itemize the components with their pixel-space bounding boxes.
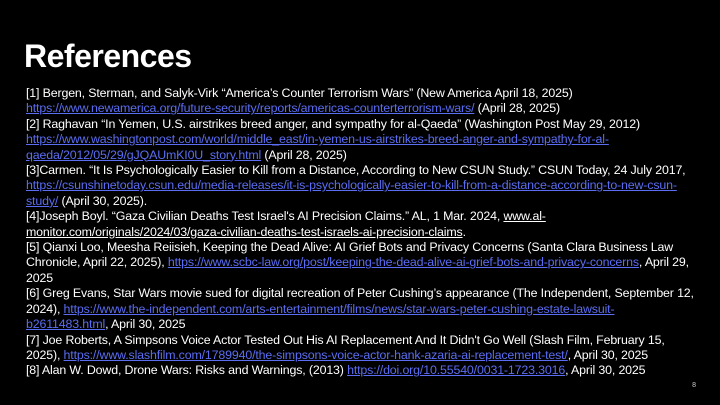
- reference-text: [6] Greg Evans, Star Wars movie sued for digital recreation of Peter Cushing’s appearance (The Independent, September 12, 2024),: [26, 286, 694, 316]
- slide-title: References: [24, 38, 192, 74]
- reference-text: [1] Bergen, Sterman, and Salyk-Virk “America’s Counter Terrorism Wars” (New America April 18, 2025): [26, 86, 573, 100]
- reference-5: [26, 240, 696, 286]
- reference-3: [26, 163, 696, 209]
- reference-link[interactable]: https://www.newamerica.org/future-security/reports/americas-counterterrorism-wars/: [26, 101, 475, 116]
- reference-8: [26, 363, 696, 378]
- reference-text: [7] Joe Roberts, A Simpsons Voice Actor Tested Out His AI Replacement And It Didn't Go Well (Slash Film, February 15, 2025),: [26, 332, 665, 362]
- reference-link[interactable]: https://www.scbc-law.org/post/keeping-the-dead-alive-ai-grief-bots-and-privacy-concerns: [167, 255, 639, 270]
- reference-link[interactable]: https://www.slashfilm.com/1789940/the-simpsons-voice-actor-hank-azaria-ai-replacement-test/: [63, 347, 568, 362]
- reference-access-date: , April 30, 2025: [565, 363, 646, 378]
- reference-2: [26, 117, 696, 163]
- reference-access-date: , April 29, 2025: [26, 255, 689, 285]
- reference-access-date: , April 30, 2025: [105, 317, 186, 332]
- reference-4: [26, 209, 696, 240]
- reference-7: [26, 333, 696, 364]
- reference-6: [26, 286, 696, 332]
- reference-text: [4]Joseph Boyl. “Gaza Civilian Deaths Test Israel's AI Precision Claims.” AL, 1 Mar. 2024,: [26, 209, 504, 224]
- reference-1: [26, 86, 696, 117]
- reference-access-date: (April 28, 2025): [261, 147, 347, 162]
- reference-link[interactable]: www.al-monitor.com/originals/2024/03/gaza-civilian-deaths-test-israels-ai-precision-claims: [26, 209, 546, 239]
- reference-link[interactable]: https://www.washingtonpost.com/world/middle_east/in-yemen-us-airstrikes-breed-anger-and-sympathy-for-al-qaeda/2012/05/29/gJQAUmKI0U_story.html: [26, 132, 609, 162]
- reference-text: [8] Alan W. Dowd, Drone Wars: Risks and Warnings, (2013): [26, 363, 348, 378]
- reference-access-date: , April 30, 2025: [567, 347, 649, 362]
- reference-link[interactable]: https://csunshinetoday.csun.edu/media-releases/it-is-psychologically-easier-to-kill-from-a-distance-according-to-new-csun-study/: [26, 178, 677, 208]
- reference-text: [2] Raghavan “In Yemen, U.S. airstrikes breed anger, and sympathy for al-Qaeda” (Washington Post May 29, 2012): [26, 116, 640, 131]
- reference-link[interactable]: https://www.the-independent.com/arts-entertainment/films/news/star-wars-peter-cushing-estate-lawsuit-b2611483.html: [26, 301, 615, 332]
- page-number: 8: [692, 382, 696, 389]
- reference-text: [3]Carmen. “It Is Psychologically Easier to Kill from a Distance, According to New CSUN Study.” CSUN Today, 24 July 2017,: [26, 163, 686, 178]
- reference-access-date: (April 30, 2025).: [58, 193, 148, 208]
- reference-text: [5] Qianxi Loo, Meesha Reiisieh, Keeping the Dead Alive: AI Grief Bots and Privacy Concerns (Santa Clara Business Law Chronicle, April 22, 2025),: [26, 240, 674, 270]
- reference-access-date: (April 28, 2025): [474, 101, 560, 116]
- reference-link[interactable]: https://doi.org/10.55540/0031-1723.3016: [347, 363, 566, 378]
- references-list: [26, 86, 696, 379]
- reference-access-date: .: [462, 224, 466, 239]
